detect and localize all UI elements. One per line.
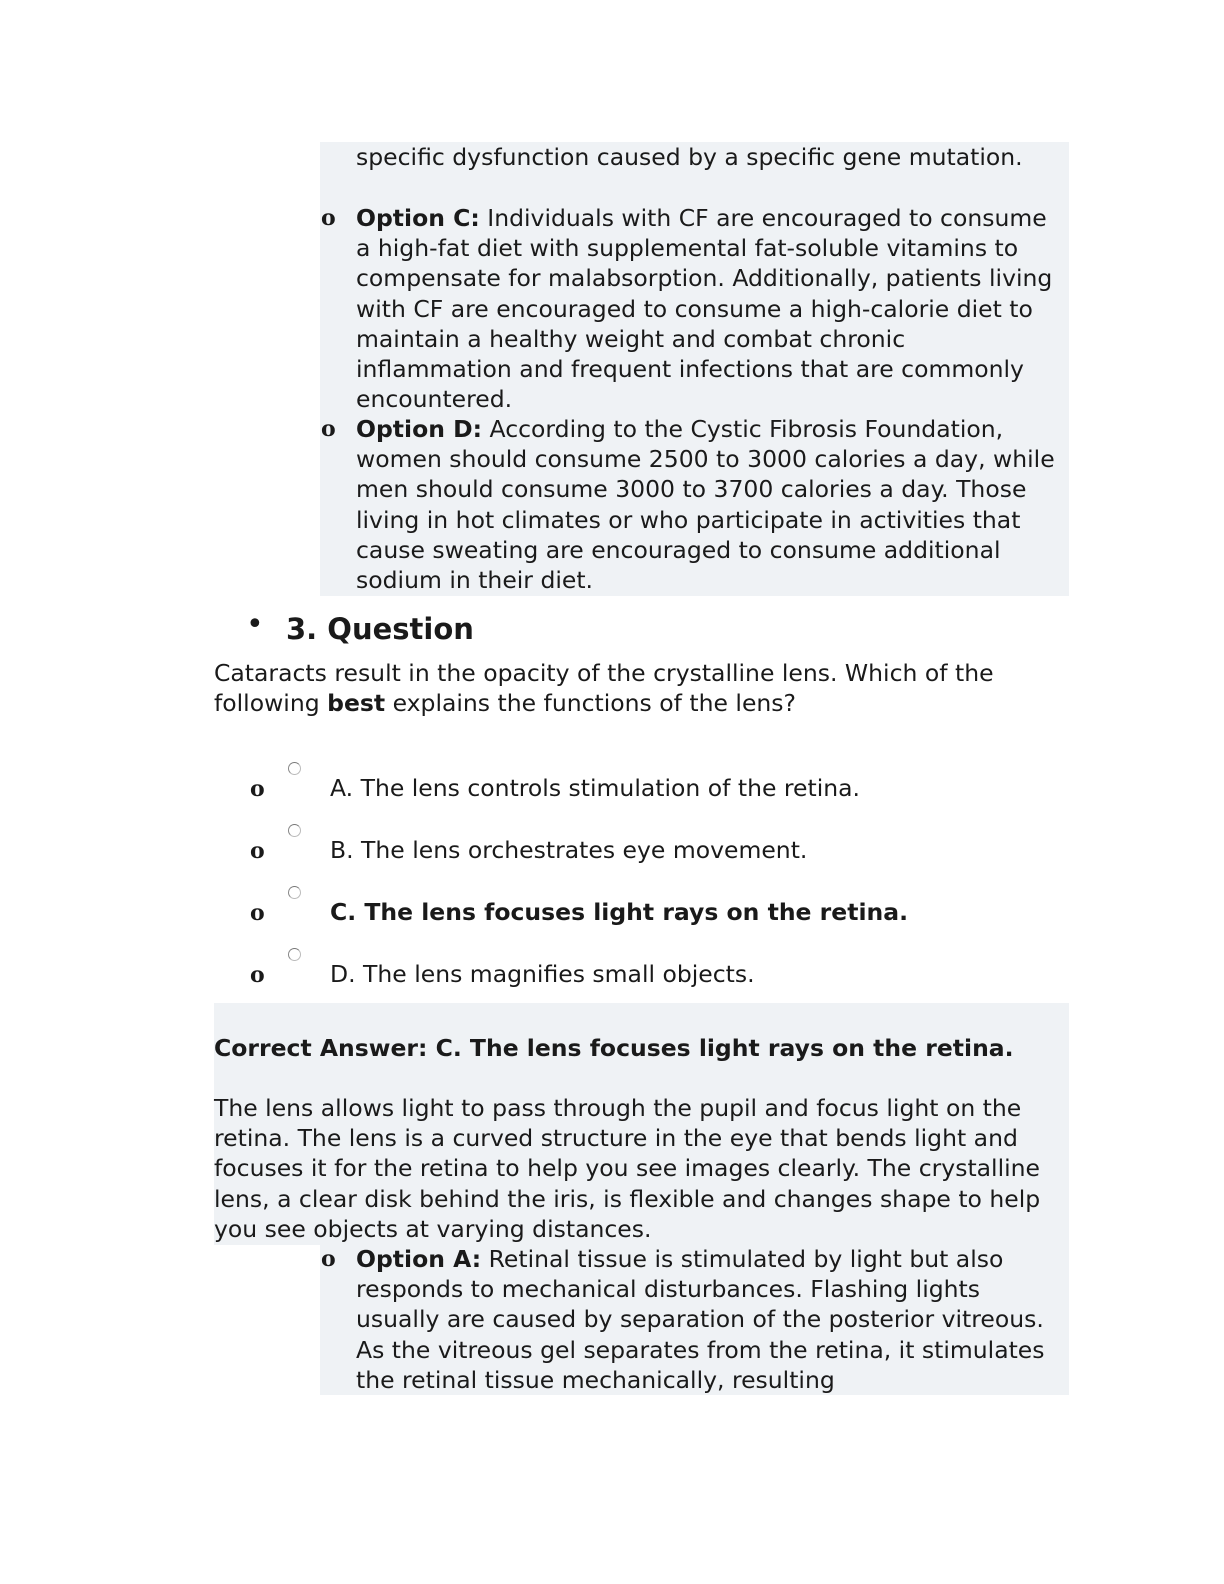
radio-button[interactable] [288,824,301,837]
option-label: Option C: [356,204,480,232]
question-text [214,658,1074,718]
choice-label: B. The lens orchestrates eye movement. [330,836,808,864]
option-label: Option A: [356,1245,482,1273]
option-label: Option D: [356,415,483,443]
option-c-rationale [356,203,1068,414]
radio-button[interactable] [288,948,301,961]
sub-bullet: o [321,416,336,442]
sub-bullet: o [250,962,265,988]
answer-explanation: The lens allows light to pass through the pupil and focus light on the retina. The lens is a curved structure in the eye that bends light and focuses it for the retina to help you see images clearly. The crystalline lens, a clear disk behind the iris, is flexible and changes shape to help you see objects at varying distances. [214,1094,1041,1243]
option-text: According to the Cystic Fibrosis Foundation, women should consume 2500 to 3000 calories a day, while men should consume 3000 to 3700 calories a day. Those living in hot climates or who participate in activities that cause sweating are encouraged to consume additional sodium in their diet. [356,415,1055,595]
choice-label: A. The lens controls stimulation of the retina. [330,774,861,802]
sub-bullet: o [321,1246,336,1272]
sub-bullet: o [250,776,265,802]
bullet-dot: • [246,607,264,642]
question-text-part: explains the functions of the lens? [385,689,797,718]
question-heading: 3. Question [286,612,474,646]
option-a-rationale [356,1244,1068,1395]
choice-label: D. The lens magnifies small objects. [330,960,755,988]
correct-answer-heading: Correct Answer: C. The lens focuses light rays on the retina. [214,1034,1014,1062]
option-text: Individuals with CF are encouraged to consume a high-fat diet with supplemental fat-soluble vitamins to compensate for malabsorption. Additionally, patients living with CF are encouraged to consume a high-calorie diet to maintain a healthy weight and combat chronic inflammation and frequent infections that are commonly encountered. [356,204,1053,414]
question-emphasis: best [327,689,386,718]
sub-bullet: o [250,838,265,864]
choice-label-correct: C. The lens focuses light rays on the retina. [330,898,909,926]
radio-button[interactable] [288,886,301,899]
question-text-part: Cataracts result in the opacity of the crystalline lens. Which of the following [214,659,994,718]
option-text: Retinal tissue is stimulated by light but also responds to mechanical disturbances. Flashing lights usually are caused by separation of the posterior vitreous. As the vitreous gel separates from the retina, it stimulates the retinal tissue mechanically, resulting [356,1245,1045,1394]
option-d-rationale [356,414,1068,595]
radio-button[interactable] [288,762,301,775]
sub-bullet: o [250,900,265,926]
option-b-tail: specific dysfunction caused by a specific gene mutation. [356,143,1023,171]
sub-bullet: o [321,205,336,231]
